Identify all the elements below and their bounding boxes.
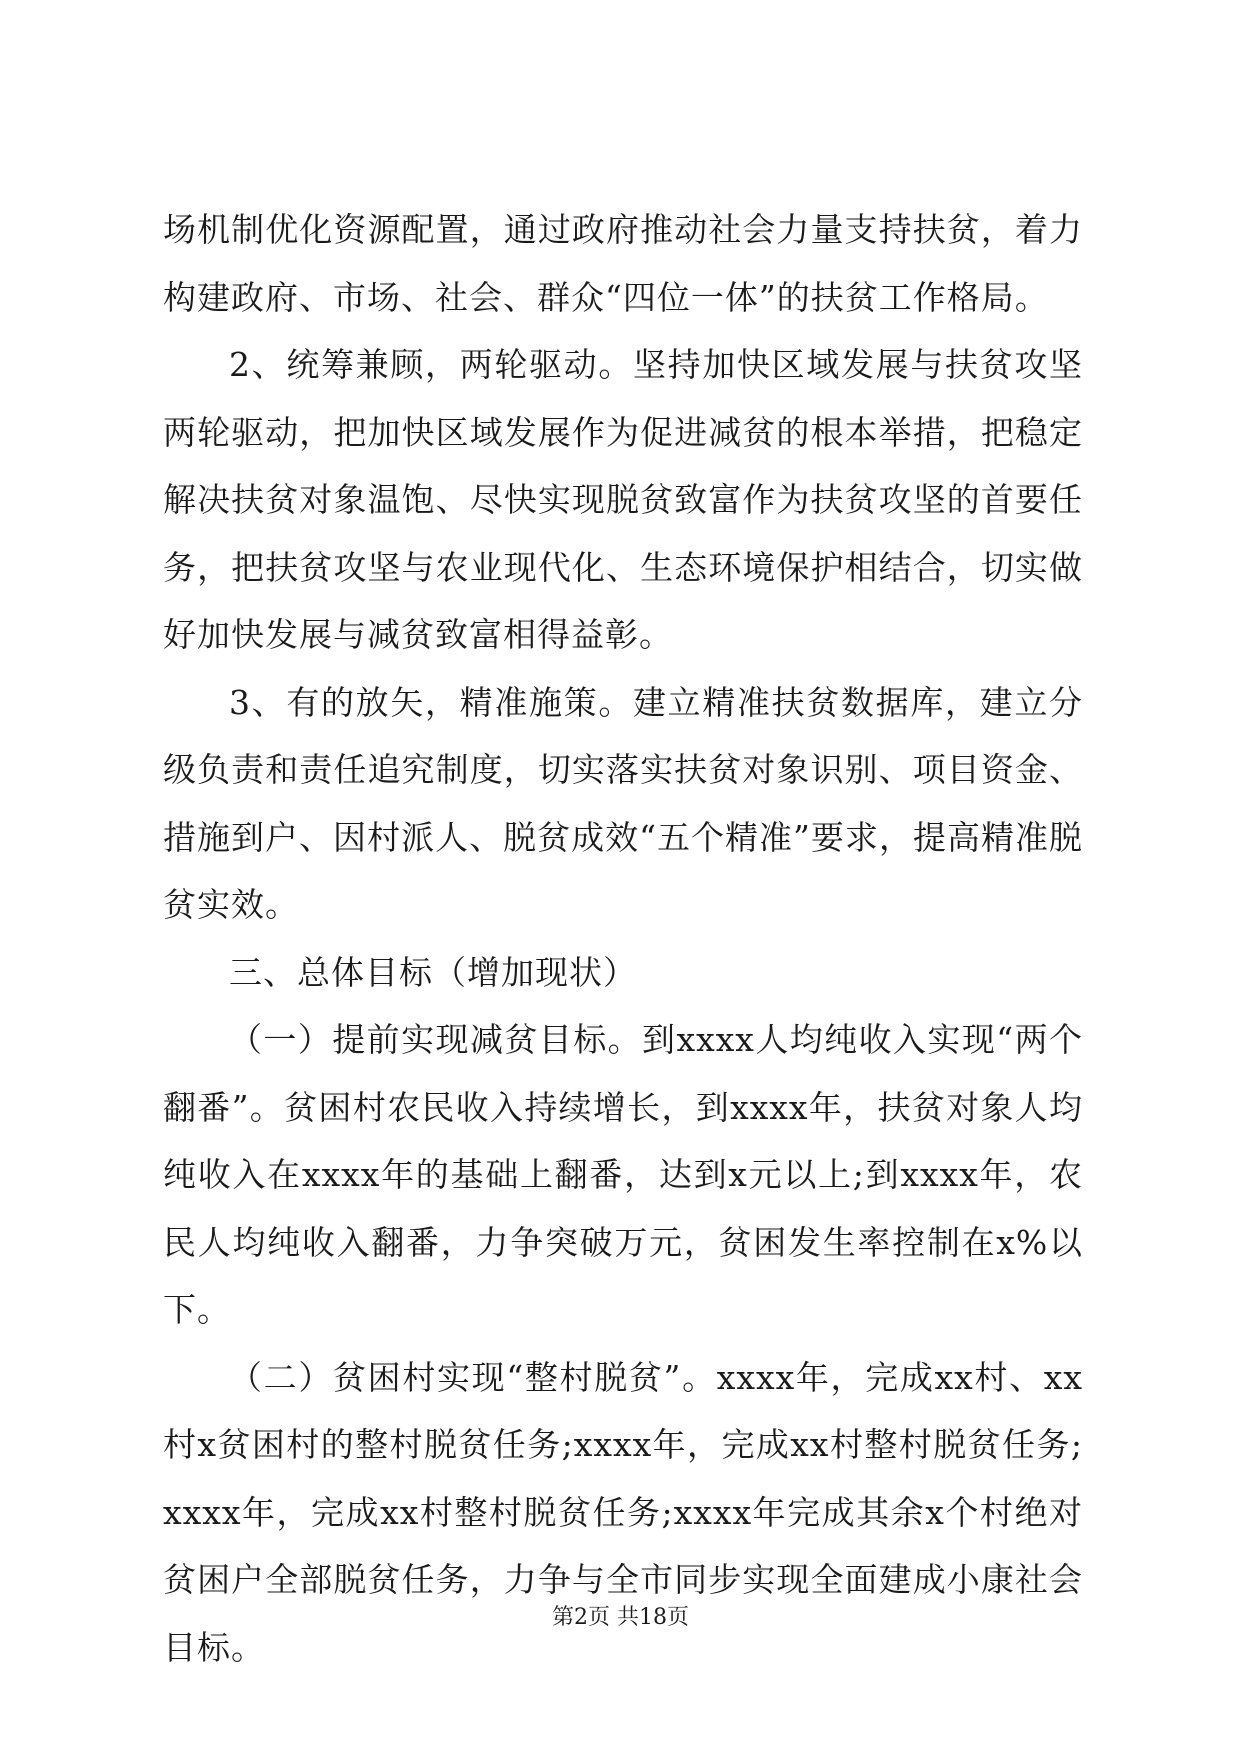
section-heading: 三、总体目标（增加现状） <box>229 952 637 992</box>
paragraph-goal-2: （二）贫困村实现“整村脱贫”。xxxx年，完成xx村、xx村x贫困村的整村脱贫任务;xxxx年，完成xx村整村脱贫任务;xxxx年，完成xx村整村脱贫任务;xxxx年完成其余x个村绝对贫困户全部脱贫任务，力争与全市同步实现全面建成小康社会目标。 <box>163 1357 1083 1667</box>
page-footer: 第2页 共18页 <box>552 1605 689 1630</box>
document-body <box>163 196 1083 1681</box>
paragraph-item-2: 2、统筹兼顾，两轮驱动。坚持加快区域发展与扶贫攻坚两轮驱动，把加快区域发展作为促进减贫的根本举措，把稳定解决扶贫对象温饱、尽快实现脱贫致富作为扶贫攻坚的首要任务，把扶贫攻坚与农业现代化、生态环境保护相结合，切实做好加快发展与减贫致富相得益彰。 <box>163 345 1083 654</box>
paragraph-item-3: 3、有的放矢，精准施策。建立精准扶贫数据库，建立分级负责和责任追究制度，切实落实扶贫对象识别、项目资金、措施到户、因村派人、脱贫成效“五个精准”要求，提高精准脱贫实效。 <box>163 682 1083 924</box>
paragraph-goal-1: （一）提前实现减贫目标。到xxxx人均纯收入实现“两个翻番”。贫困村农民收入持续增长，到xxxx年，扶贫对象人均纯收入在xxxx年的基础上翻番，达到x元以上;到xxxx年，农民人均纯收入翻番，力争突破万元，贫困发生率控制在x%以下。 <box>163 1020 1083 1329</box>
paragraph-continuation: 场机制优化资源配置，通过政府推动社会力量支持扶贫，着力构建政府、市场、社会、群众“四位一体”的扶贫工作格局。 <box>163 210 1083 317</box>
